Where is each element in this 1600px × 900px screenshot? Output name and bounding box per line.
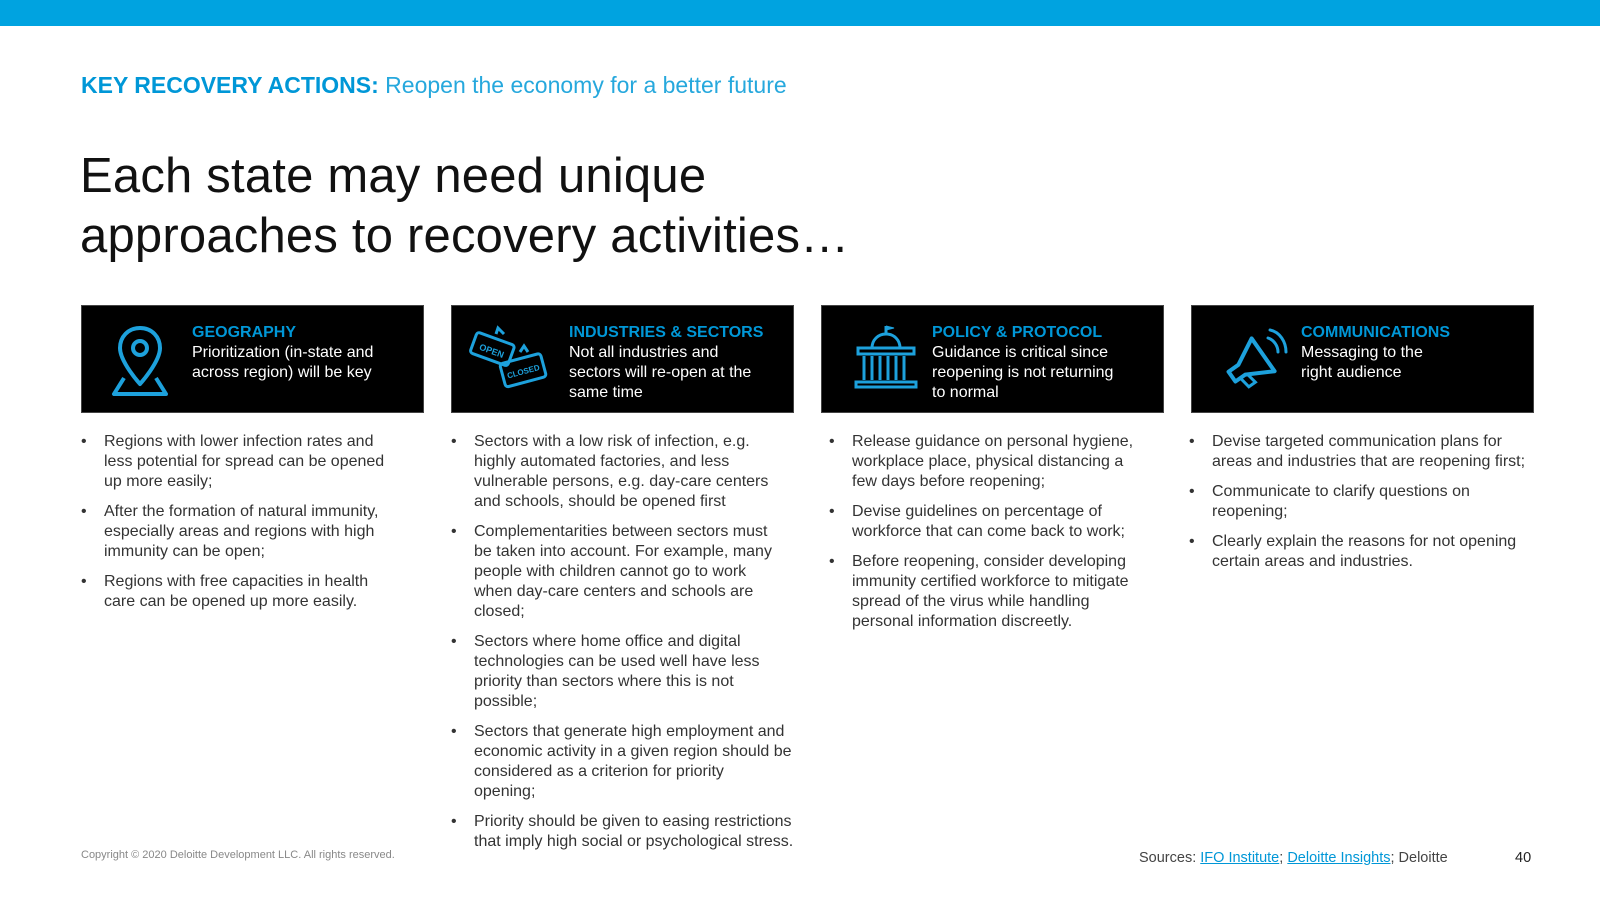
list-item-line: immunity can be open;	[104, 543, 265, 560]
card-geography	[81, 305, 424, 413]
top-accent-bar	[0, 0, 1600, 26]
page-title-line-2: approaches to recovery activities…	[80, 209, 850, 263]
list-item-line: reopening;	[1212, 503, 1288, 520]
list-item	[829, 432, 1179, 492]
card-title: POLICY & PROTOCOL	[932, 324, 1103, 341]
sources-label: Sources:	[1139, 850, 1197, 866]
list-item-line: • Devise guidelines on percentage of	[852, 503, 1102, 520]
list-item-line: priority than sectors where this is not	[474, 673, 734, 690]
list-item	[451, 722, 821, 802]
list-item-line: people with children cannot go to work	[474, 563, 747, 580]
list-item-line: vulnerable persons, e.g. day-care centers	[474, 473, 769, 490]
list-item-line: • Devise targeted communication plans for	[1212, 433, 1502, 450]
list-item	[451, 632, 821, 712]
card-title: INDUSTRIES & SECTORS	[569, 324, 764, 341]
list-item-line: • After the formation of natural immunity,	[104, 503, 379, 520]
communications-bullet-list	[1189, 432, 1589, 582]
industries-bullet-list	[451, 432, 821, 862]
page-title-line-1: Each state may need unique	[80, 149, 707, 203]
list-item-line: immunity certified workforce to mitigate	[852, 573, 1129, 590]
closed-sign-text: CLOSED	[506, 363, 541, 381]
list-item	[81, 502, 426, 562]
list-item-line: possible;	[474, 693, 538, 710]
card-description-line: same time	[569, 384, 643, 401]
card-description	[569, 343, 785, 403]
card-policy-protocol	[821, 305, 1164, 413]
list-item-line: few days before reopening;	[852, 473, 1046, 490]
card-text	[932, 323, 1155, 403]
list-item-line: opening;	[474, 783, 536, 800]
list-item	[1189, 482, 1589, 522]
card-description	[192, 343, 415, 383]
list-item-line: certain areas and industries.	[1212, 553, 1413, 570]
list-item-line: especially areas and regions with high	[104, 523, 375, 540]
list-item-line: • Priority should be given to easing restrictions	[474, 813, 792, 830]
list-item-line: • Regions with lower infection rates and	[104, 433, 374, 450]
section-kicker	[81, 72, 787, 99]
copyright-notice: Copyright © 2020 Deloitte Development LLC. All rights reserved.	[81, 849, 395, 861]
page-title	[80, 146, 849, 266]
kicker-light: Reopen the economy for a better future	[385, 72, 787, 98]
list-item-line: considered as a criterion for priority	[474, 763, 724, 780]
card-title: COMMUNICATIONS	[1301, 324, 1451, 341]
policy-bullet-list	[829, 432, 1179, 642]
list-item-line: closed;	[474, 603, 525, 620]
megaphone-icon	[1210, 320, 1290, 400]
list-item	[1189, 532, 1589, 572]
list-item-line: technologies can be used well have less	[474, 653, 760, 670]
card-description-line: across region) will be key	[192, 364, 372, 381]
sources-line	[1139, 850, 1448, 866]
list-item-line: economic activity in a given region should be	[474, 743, 792, 760]
list-item-line: • Clearly explain the reasons for not opening	[1212, 533, 1517, 550]
open-closed-signs-icon	[468, 320, 548, 400]
card-title: GEOGRAPHY	[192, 324, 297, 341]
card-description-line: Prioritization (in-state and	[192, 344, 374, 361]
list-item	[81, 432, 426, 492]
sources-separator: ; Deloitte	[1390, 850, 1448, 866]
card-industries-sectors	[451, 305, 794, 413]
government-building-icon	[840, 320, 920, 400]
list-item	[451, 522, 821, 622]
sources-separator: ;	[1279, 850, 1284, 866]
list-item-line: • Complementarities between sectors must	[474, 523, 768, 540]
list-item-line: • Sectors with a low risk of infection, e.g.	[474, 433, 750, 450]
list-item-line: • Sectors where home office and digital	[474, 633, 741, 650]
list-item	[81, 572, 426, 612]
list-item-line: workforce that can come back to work;	[852, 523, 1125, 540]
card-description	[1301, 343, 1525, 383]
list-item-line: • Sectors that generate high employment and	[474, 723, 785, 740]
list-item-line: that imply high social or psychological stress.	[474, 833, 794, 850]
card-description	[932, 343, 1155, 403]
card-text	[1301, 323, 1525, 383]
list-item-line: • Communicate to clarify questions on	[1212, 483, 1470, 500]
list-item	[829, 552, 1179, 632]
list-item-line: personal information discreetly.	[852, 613, 1073, 630]
card-text	[569, 323, 785, 403]
card-description-line: Guidance is critical since	[932, 344, 1109, 361]
list-item-line: highly automated factories, and less	[474, 453, 730, 470]
page-number: 40	[1515, 850, 1532, 866]
geography-bullet-list	[81, 432, 426, 622]
list-item	[451, 432, 821, 512]
list-item-line: • Release guidance on personal hygiene,	[852, 433, 1134, 450]
list-item-line: workplace place, physical distancing a	[852, 453, 1124, 470]
list-item-line: be taken into account. For example, many	[474, 543, 772, 560]
list-item-line: up more easily;	[104, 473, 213, 490]
list-item-line: care can be opened up more easily.	[104, 593, 358, 610]
list-item-line: • Before reopening, consider developing	[852, 553, 1126, 570]
source-link-deloitte-insights[interactable]: Deloitte Insights	[1287, 850, 1391, 866]
source-link-ifo[interactable]: IFO Institute	[1200, 850, 1280, 866]
list-item-line: when day-care centers and schools are	[474, 583, 754, 600]
card-description-line: right audience	[1301, 364, 1402, 381]
map-pin-icon	[100, 320, 180, 400]
card-description-line: Not all industries and	[569, 344, 719, 361]
card-description-line: sectors will re-open at the	[569, 364, 752, 381]
list-item-line: spread of the virus while handling	[852, 593, 1090, 610]
list-item	[829, 502, 1179, 542]
list-item	[1189, 432, 1589, 472]
card-text	[192, 323, 415, 383]
card-description-line: Messaging to the	[1301, 344, 1423, 361]
card-communications	[1191, 305, 1534, 413]
list-item	[451, 812, 821, 852]
list-item-line: • Regions with free capacities in health	[104, 573, 369, 590]
list-item-line: less potential for spread can be opened	[104, 453, 385, 470]
open-sign-text: OPEN	[477, 341, 506, 361]
card-description-line: to normal	[932, 384, 999, 401]
card-description-line: reopening is not returning	[932, 364, 1114, 381]
kicker-bold: KEY RECOVERY ACTIONS:	[81, 72, 379, 98]
list-item-line: areas and industries that are reopening first;	[1212, 453, 1526, 470]
list-item-line: and schools, should be opened first	[474, 493, 726, 510]
